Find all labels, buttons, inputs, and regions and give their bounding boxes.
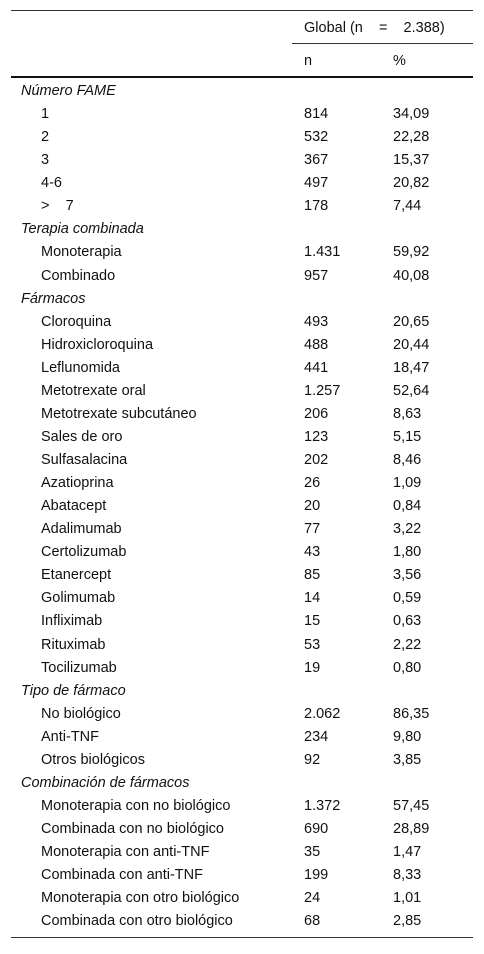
table-row xyxy=(11,472,473,495)
table-row xyxy=(11,265,473,288)
row-pct: 7,44 xyxy=(393,198,422,215)
row-n: 15 xyxy=(304,613,321,630)
row-label: Otros biológicos xyxy=(41,751,145,768)
row-n: 488 xyxy=(304,336,329,353)
table-body xyxy=(11,78,473,933)
row-pct: 8,46 xyxy=(393,452,422,468)
table-row xyxy=(11,380,473,403)
table-row xyxy=(11,149,473,172)
row-pct: 52,64 xyxy=(393,382,430,399)
row-n: 77 xyxy=(304,521,321,538)
row-n: 493 xyxy=(304,313,329,330)
table-row xyxy=(11,634,473,657)
section-title: Tipo de fármaco xyxy=(21,682,126,699)
row-n: 20 xyxy=(304,498,321,515)
row-label: Sulfasalacina xyxy=(41,452,128,468)
row-label: Leflunomida xyxy=(41,359,120,376)
row-label: > 7 xyxy=(41,198,74,215)
row-n: 85 xyxy=(304,567,321,584)
section-header-row xyxy=(11,680,473,703)
row-pct: 22,28 xyxy=(393,129,430,146)
row-label: Sales de oro xyxy=(41,428,123,445)
table-row xyxy=(11,195,473,218)
table-row xyxy=(11,795,473,818)
column-header-n: n xyxy=(304,53,313,69)
row-n: 35 xyxy=(304,844,321,861)
row-label: Anti-TNF xyxy=(41,728,99,745)
table-row xyxy=(11,126,473,149)
row-label: Monoterapia con otro biológico xyxy=(41,890,240,907)
table-row xyxy=(11,334,473,357)
row-n: 690 xyxy=(304,821,329,837)
row-label: Monoterapia xyxy=(41,244,122,261)
row-n: 497 xyxy=(304,175,329,192)
row-pct: 0,80 xyxy=(393,659,422,676)
table-row xyxy=(11,241,473,264)
table-row xyxy=(11,864,473,887)
row-pct: 3,85 xyxy=(393,751,422,768)
table-bottom-rule xyxy=(11,937,473,938)
global-header: Global (n = 2.388) xyxy=(304,20,445,36)
row-n: 178 xyxy=(304,198,329,215)
section-header-row xyxy=(11,80,473,103)
table-row xyxy=(11,495,473,518)
row-pct: 3,22 xyxy=(393,521,422,538)
row-n: 1.257 xyxy=(304,382,341,399)
row-label: Golimumab xyxy=(41,590,116,607)
table-row xyxy=(11,749,473,772)
row-n: 123 xyxy=(304,428,329,445)
row-n: 441 xyxy=(304,359,329,376)
row-pct: 2,22 xyxy=(393,636,422,653)
row-pct: 8,63 xyxy=(393,405,422,422)
table-row xyxy=(11,518,473,541)
row-n: 53 xyxy=(304,636,321,653)
row-pct: 40,08 xyxy=(393,267,430,284)
row-pct: 2,85 xyxy=(393,913,422,930)
row-pct: 20,65 xyxy=(393,313,430,330)
row-n: 26 xyxy=(304,475,321,492)
row-pct: 20,82 xyxy=(393,175,430,192)
row-label: Azatioprina xyxy=(41,475,114,492)
table-row xyxy=(11,910,473,933)
row-n: 234 xyxy=(304,728,329,745)
row-n: 532 xyxy=(304,129,329,146)
table-header-group xyxy=(11,11,473,44)
row-pct: 59,92 xyxy=(393,244,430,261)
row-pct: 1,09 xyxy=(393,475,422,492)
row-pct: 5,15 xyxy=(393,428,422,445)
row-label: Tocilizumab xyxy=(41,659,117,676)
table-row xyxy=(11,564,473,587)
table-row xyxy=(11,703,473,726)
row-pct: 8,33 xyxy=(393,867,422,884)
row-pct: 1,01 xyxy=(393,890,422,907)
row-n: 1.431 xyxy=(304,244,341,261)
section-title: Número FAME xyxy=(21,83,116,99)
table-row xyxy=(11,103,473,126)
row-label: 4-6 xyxy=(41,175,62,192)
row-n: 1.372 xyxy=(304,797,341,814)
table-row xyxy=(11,357,473,380)
section-title: Fármacos xyxy=(21,290,86,307)
row-pct: 1,47 xyxy=(393,844,422,861)
row-n: 957 xyxy=(304,267,329,284)
table-row xyxy=(11,426,473,449)
row-label: Combinado xyxy=(41,267,116,284)
row-label: Adalimumab xyxy=(41,521,122,538)
section-title: Terapia combinada xyxy=(21,221,144,238)
data-table xyxy=(11,10,473,938)
row-pct: 28,89 xyxy=(393,821,430,837)
row-label: Monoterapia con anti-TNF xyxy=(41,844,210,861)
table-row xyxy=(11,403,473,426)
row-label: Combinada con otro biológico xyxy=(41,913,233,930)
row-label: No biológico xyxy=(41,705,121,722)
row-label: 2 xyxy=(41,129,50,146)
row-n: 43 xyxy=(304,544,321,561)
row-label: Certolizumab xyxy=(41,544,127,561)
row-label: Hidroxicloroquina xyxy=(41,336,154,353)
section-header-row xyxy=(11,218,473,241)
row-n: 199 xyxy=(304,867,329,884)
row-label: Combinada con anti-TNF xyxy=(41,867,203,884)
section-header-row xyxy=(11,288,473,311)
row-n: 814 xyxy=(304,106,329,123)
row-pct: 0,84 xyxy=(393,498,422,515)
row-n: 367 xyxy=(304,152,329,169)
table-row xyxy=(11,541,473,564)
row-pct: 3,56 xyxy=(393,567,422,584)
table-row xyxy=(11,657,473,680)
table-row xyxy=(11,172,473,195)
row-n: 14 xyxy=(304,590,321,607)
row-label: Metotrexate subcutáneo xyxy=(41,405,197,422)
row-pct: 34,09 xyxy=(393,106,430,123)
row-label: Rituximab xyxy=(41,636,106,653)
row-pct: 1,80 xyxy=(393,544,422,561)
row-pct: 9,80 xyxy=(393,728,422,745)
row-label: Etanercept xyxy=(41,567,112,584)
row-label: Cloroquina xyxy=(41,313,112,330)
row-pct: 86,35 xyxy=(393,705,430,722)
row-label: Infliximab xyxy=(41,613,103,630)
row-pct: 0,59 xyxy=(393,590,422,607)
row-pct: 0,63 xyxy=(393,613,422,630)
row-label: 1 xyxy=(41,106,50,123)
row-pct: 20,44 xyxy=(393,336,430,353)
row-label: Abatacept xyxy=(41,498,107,515)
row-n: 202 xyxy=(304,452,329,468)
row-label: 3 xyxy=(41,152,50,169)
table-row xyxy=(11,587,473,610)
table-row xyxy=(11,818,473,841)
row-label: Monoterapia con no biológico xyxy=(41,797,231,814)
row-n: 92 xyxy=(304,751,321,768)
row-label: Metotrexate oral xyxy=(41,382,146,399)
row-pct: 57,45 xyxy=(393,797,430,814)
table-row xyxy=(11,726,473,749)
row-label: Combinada con no biológico xyxy=(41,821,224,837)
table-row xyxy=(11,610,473,633)
column-header-pct: % xyxy=(393,53,406,69)
row-n: 19 xyxy=(304,659,321,676)
table-header-columns xyxy=(11,44,473,76)
row-n: 68 xyxy=(304,913,321,930)
table-row xyxy=(11,449,473,472)
row-n: 24 xyxy=(304,890,321,907)
row-pct: 15,37 xyxy=(393,152,430,169)
table-row xyxy=(11,887,473,910)
row-pct: 18,47 xyxy=(393,359,430,376)
table-row xyxy=(11,841,473,864)
table-row xyxy=(11,311,473,334)
section-title: Combinación de fármacos xyxy=(21,774,190,791)
row-n: 2.062 xyxy=(304,705,341,722)
row-n: 206 xyxy=(304,405,329,422)
section-header-row xyxy=(11,772,473,795)
